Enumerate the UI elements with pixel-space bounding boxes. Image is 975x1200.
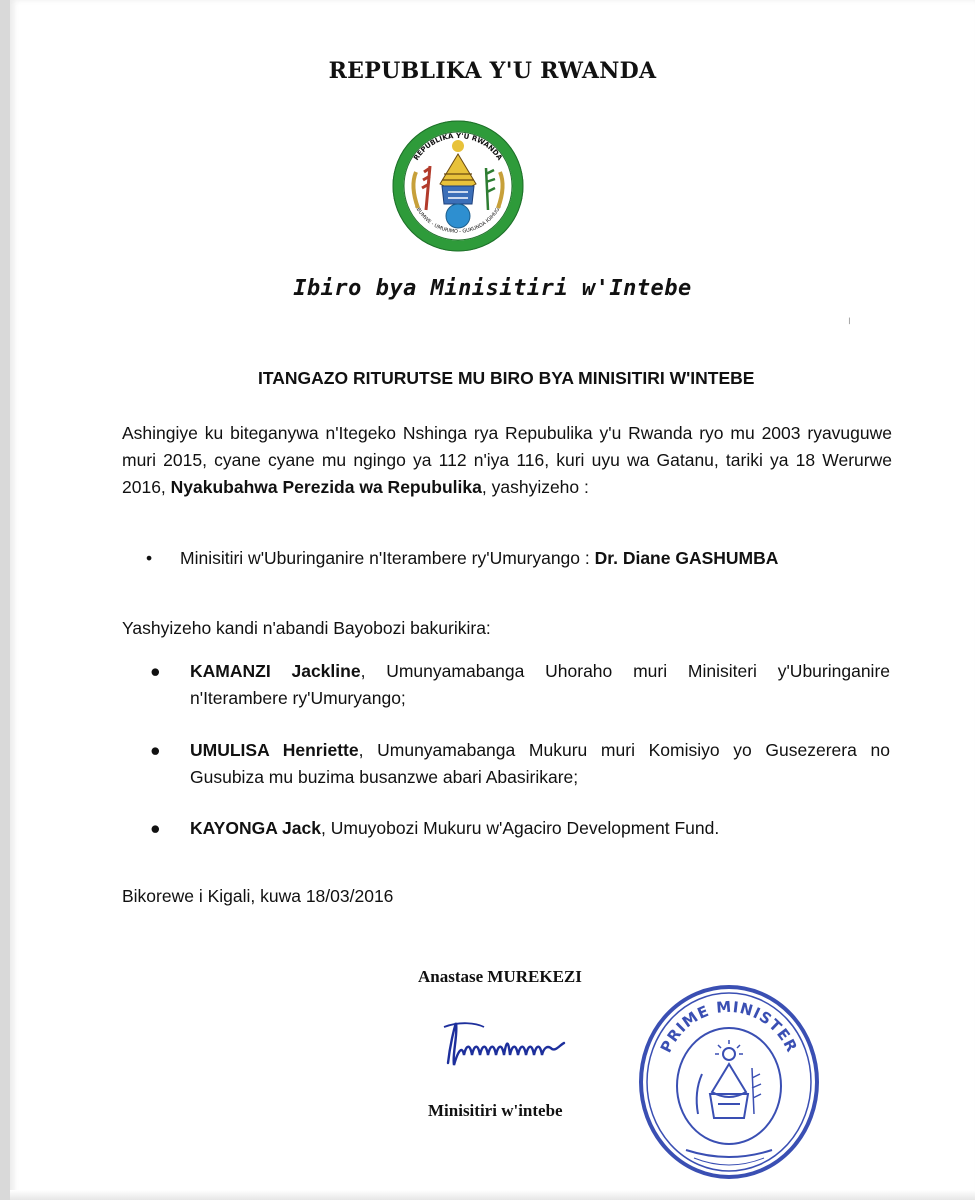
svg-text:REPUBLIKA Y'U RWANDA: REPUBLIKA Y'U RWANDA bbox=[412, 131, 504, 162]
official-stamp-icon bbox=[636, 982, 822, 1182]
republic-heading: REPUBLIKA Y'U RWANDA bbox=[328, 58, 657, 84]
nomination-name: Dr. Diane GASHUMBA bbox=[594, 548, 779, 568]
svg-text:UBUMWE - UMURIMO - GUKUNDA IGI: UBUMWE - UMURIMO - GUKUNDA IGIHUGU bbox=[413, 203, 503, 235]
appointee-name: KAYONGA Jack bbox=[190, 818, 321, 838]
appointee-name: KAMANZI Jackline bbox=[190, 661, 361, 681]
svg-text:PRIME MINISTER: PRIME MINISTER bbox=[656, 997, 802, 1056]
document-page bbox=[10, 0, 975, 1200]
minister-nomination bbox=[146, 545, 778, 572]
appointee-role: , Umunyamabanga Uhoraho muri Minisiteri y'Uburinganire n'Iterambere ry'Umuryango; bbox=[190, 661, 890, 708]
national-emblem-icon bbox=[388, 112, 528, 260]
bullet-icon: ● bbox=[150, 740, 161, 760]
bullet-icon: • bbox=[146, 548, 153, 568]
scan-mark: ╵ bbox=[846, 318, 853, 331]
appointee-role: , Umuyobozi Mukuru w'Agaciro Development Fund. bbox=[321, 818, 720, 838]
others-intro: Yashyizeho kandi n'abandi Bayobozi bakurikira: bbox=[122, 618, 491, 638]
signature-icon bbox=[440, 1015, 570, 1077]
bullet-icon: ● bbox=[150, 818, 161, 838]
bullet-icon: ● bbox=[150, 661, 161, 681]
appointment-item bbox=[150, 815, 890, 842]
office-title: Ibiro bya Minisitiri w'Intebe bbox=[293, 276, 692, 301]
appointment-item bbox=[150, 737, 890, 791]
appointee-role: , Umunyamabanga Mukuru muri Komisiyo yo Gusezerera no Gusubiza mu buzima busanzwe abari Abasirikare; bbox=[190, 740, 890, 787]
appointee-name: UMULISA Henriette bbox=[190, 740, 359, 760]
page-edge bbox=[10, 1190, 975, 1200]
place-and-date: Bikorewe i Kigali, kuwa 18/03/2016 bbox=[122, 886, 394, 906]
intro-text: Ashingiye ku biteganywa n'Itegeko Nshinga rya Repubulika y'u Rwanda ryo mu 2003 ryavuguwe muri 2015, cyane cyane mu ngingo ya 112 n'iya 116, kuri uyu wa Gatanu, tariki ya 18 Werurwe 2016, bbox=[122, 423, 892, 497]
nomination-role: Minisitiri w'Uburinganire n'Iterambere ry'Umuryango : bbox=[180, 548, 595, 568]
signer-name: Anastase MUREKEZI bbox=[418, 967, 582, 986]
intro-tail: , yashyizeho : bbox=[481, 477, 589, 497]
appointment-item bbox=[150, 658, 890, 712]
president-title: Nyakubahwa Perezida wa Repubulika bbox=[170, 477, 482, 497]
signer-title: Minisitiri w'intebe bbox=[428, 1101, 563, 1120]
intro-paragraph bbox=[122, 420, 892, 501]
announcement-title: ITANGAZO RITURUTSE MU BIRO BYA MINISITIRI W'INTEBE bbox=[258, 368, 755, 388]
